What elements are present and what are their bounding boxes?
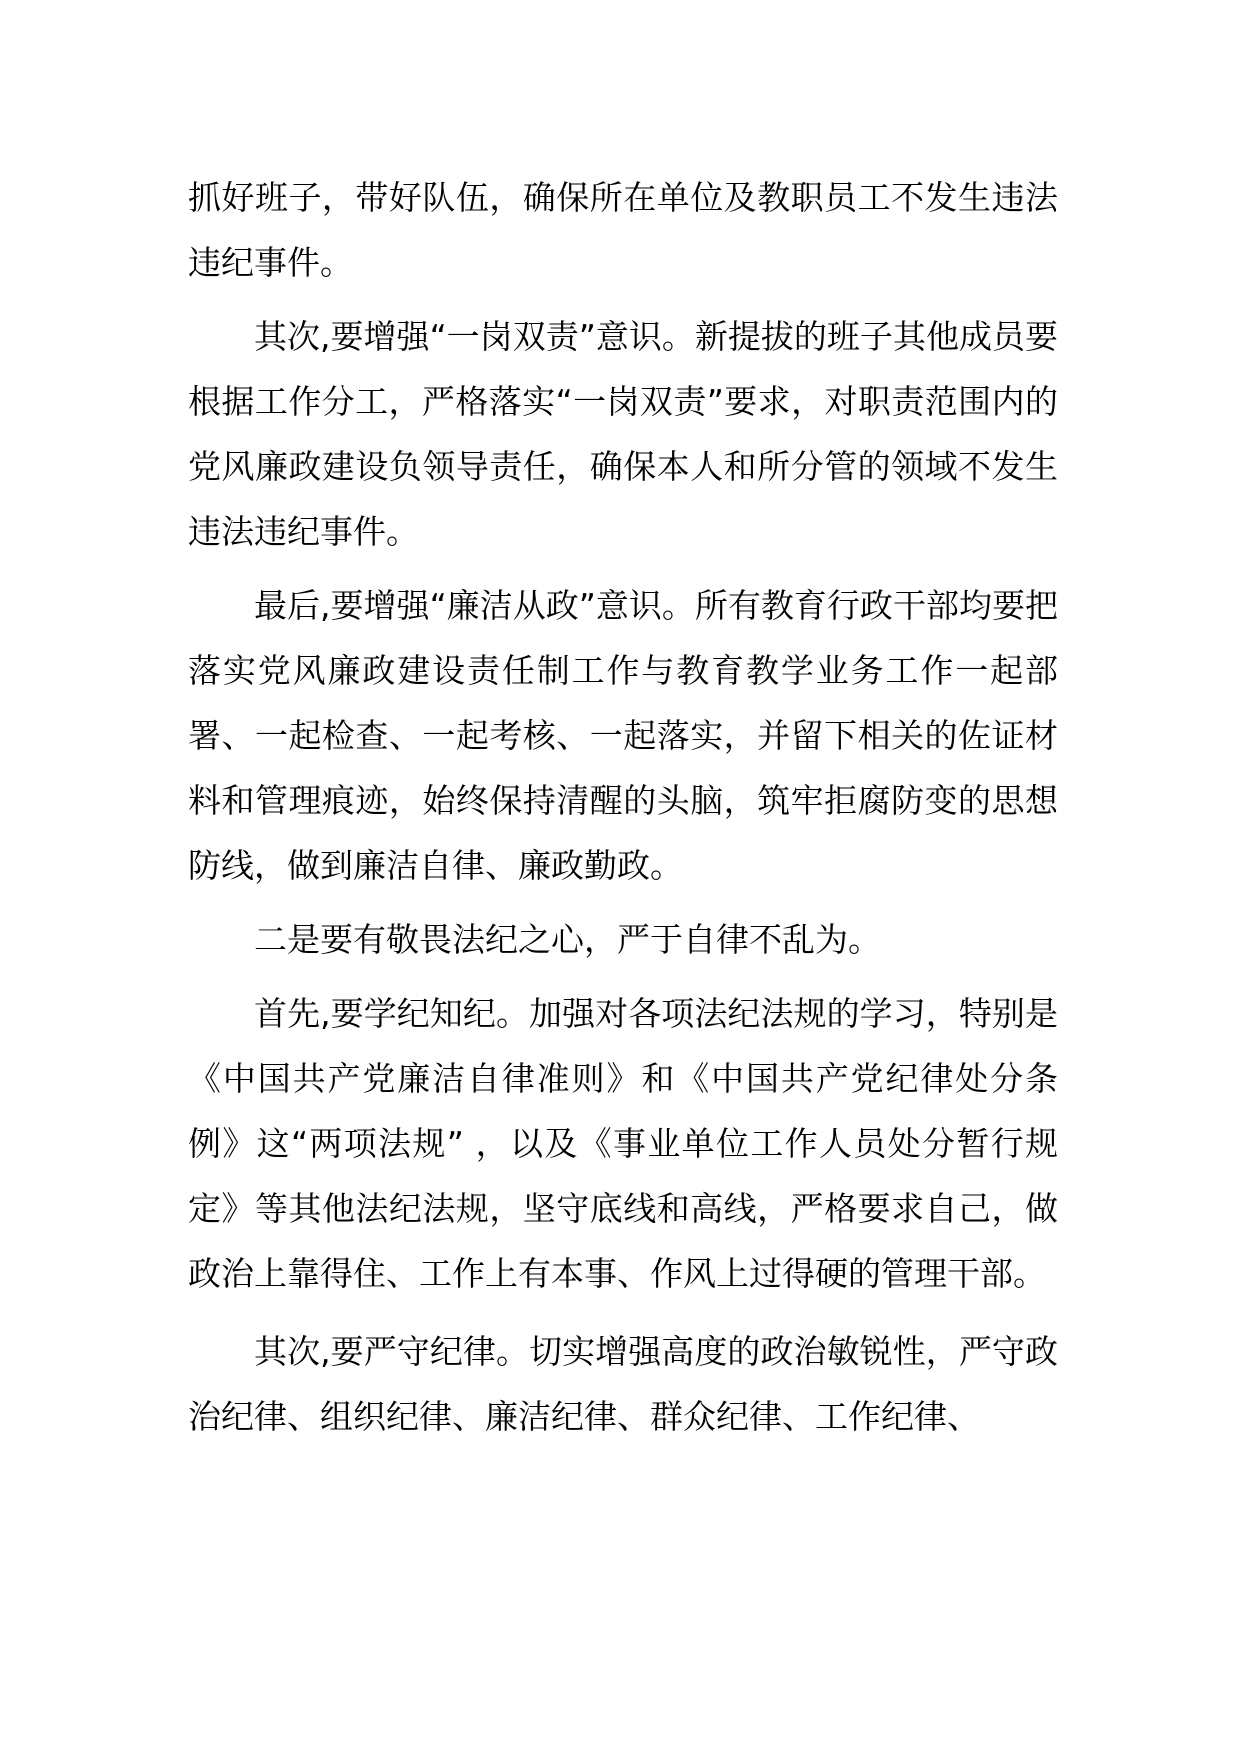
paragraph-learn-discipline: 首先,要学纪知纪。加强对各项法纪法规的学习，特别是《中国共产党廉洁自律准则》和《中国共产党纪律处分条例》这“两项法规” ，以及《事业单位工作人员处分暂行规定》等其他法纪法规，坚守底线和高线，严格要求自己，做政治上靠得住、工作上有本事、作风上过得硬的管理干部。 xyxy=(188,994,1058,1293)
paragraph-clean-governance: 最后,要增强“廉洁从政”意识。所有教育行政干部均要把落实党风廉政建设责任制工作与教育教学业务工作一起部署、一起检查、一起考核、一起落实，并留下相关的佐证材料和管理痕迹，始终保持清醒的头脑，筑牢拒腐防变的思想防线，做到廉洁自律、廉政勤政。 xyxy=(188,586,1058,885)
paragraph-observe-discipline: 其次,要严守纪律。切实增强高度的政治敏锐性，严守政治纪律、组织纪律、廉洁纪律、群众纪律、工作纪律、 xyxy=(188,1332,1058,1436)
paragraph-dual-responsibility: 其次,要增强“一岗双责”意识。新提拔的班子其他成员要根据工作分工，严格落实“一岗双责”要求，对职责范围内的党风廉政建设负领导责任，确保本人和所分管的领域不发生违法违纪事件。 xyxy=(188,317,1058,551)
paragraph-continuation: 抓好班子，带好队伍，确保所在单位及教职员工不发生违法违纪事件。 xyxy=(188,178,1058,282)
document-body xyxy=(188,165,1058,1449)
paragraph-section-heading: 二是要有敬畏法纪之心，严于自律不乱为。 xyxy=(254,920,881,959)
